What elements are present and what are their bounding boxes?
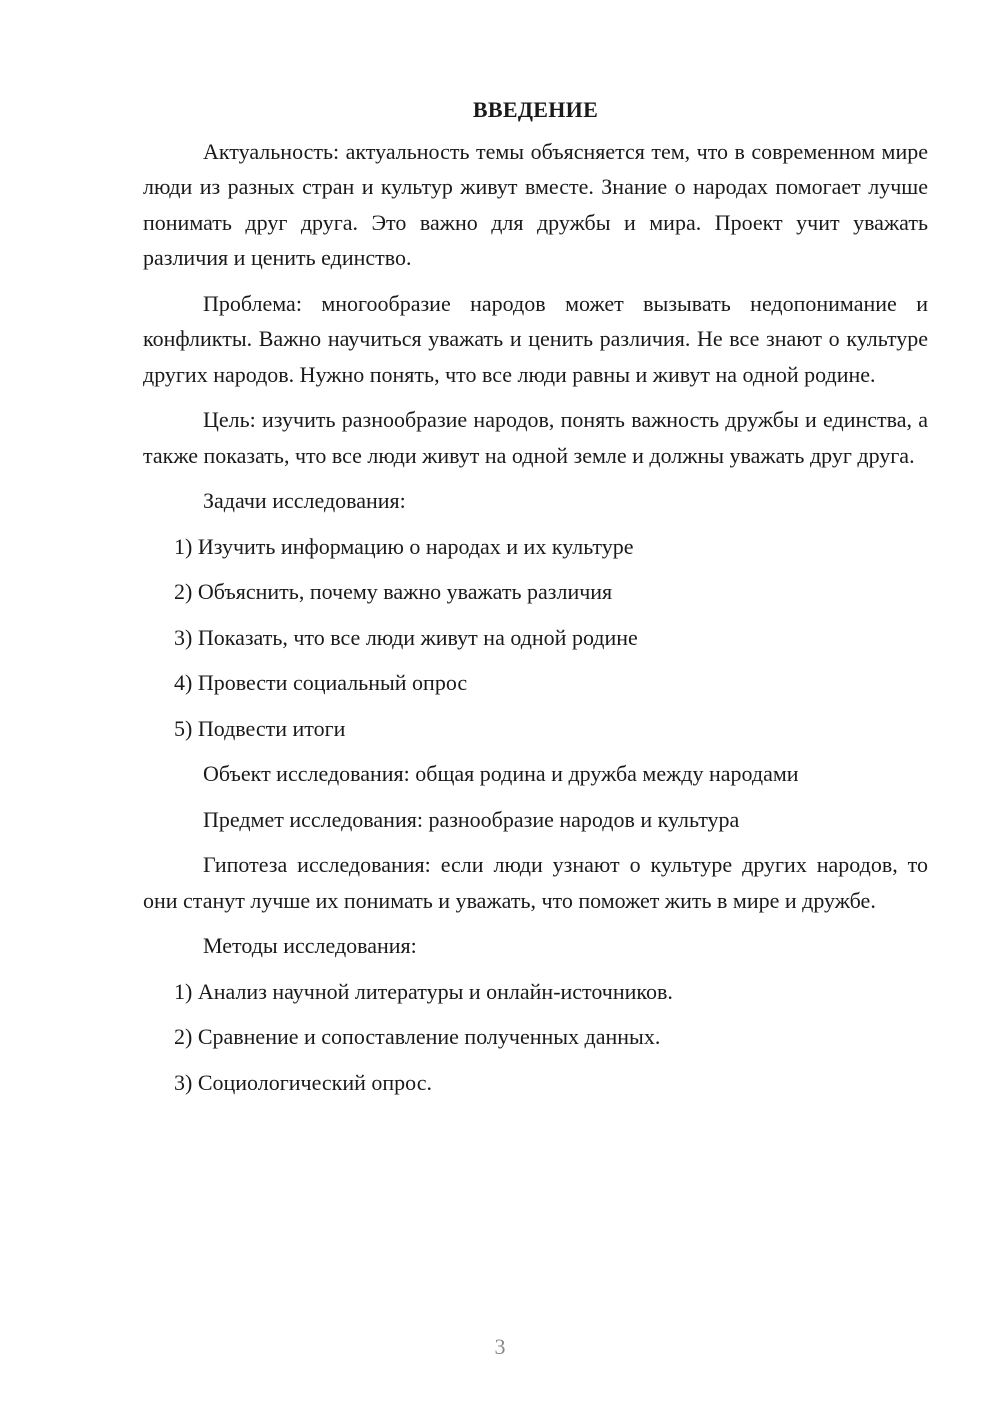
goal-paragraph: Цель: изучить разнообразие народов, понять важность дружбы и единства, а также показать, что все люди живут на одной земле и должны уважать друг друга. — [143, 407, 928, 468]
research-subject: Предмет исследования: разнообразие народов и культура — [203, 806, 740, 832]
tasks-title: Задачи исследования: — [203, 488, 406, 513]
method-item: 3) Социологический опрос. — [174, 1069, 432, 1095]
task-item: 3) Показать, что все люди живут на одной родине — [174, 624, 638, 650]
problem-paragraph: Проблема: многообразие народов может вызывать недопонимание и конфликты. Важно научиться уважать и ценить различия. Не все знают о культуре других народов. Нужно понять, что все люди равны и живут на одной родине. — [143, 290, 928, 387]
task-item: 2) Объяснить, почему важно уважать различия — [174, 579, 613, 604]
task-item: 1) Изучить информацию о народах и их культуре — [174, 533, 634, 559]
relevance-paragraph: Актуальность: актуальность темы объясняется тем, что в современном мире люди из разных стран и культур живут вместе. Знание о народах помогает лучше понимать друг друга. Это важно для дружбы и мира. Проект учит уважать различия и ценить единство. — [143, 138, 928, 270]
research-object: Объект исследования: общая родина и дружба между народами — [203, 761, 799, 786]
page-number: 3 — [494, 1334, 506, 1359]
method-item: 2) Сравнение и сопоставление полученных данных. — [174, 1024, 661, 1049]
section-heading: ВВЕДЕНИЕ — [472, 97, 599, 122]
task-item: 5) Подвести итоги — [174, 715, 346, 741]
method-item: 1) Анализ научной литературы и онлайн-источников. — [174, 978, 673, 1004]
hypothesis-paragraph: Гипотеза исследования: если люди узнают о культуре других народов, то они станут лучше их понимать и уважать, что поможет жить в мире и дружбе. — [143, 852, 928, 913]
document-page — [143, 92, 928, 1110]
methods-title: Методы исследования: — [203, 933, 417, 958]
task-item: 4) Провести социальный опрос — [174, 670, 468, 695]
